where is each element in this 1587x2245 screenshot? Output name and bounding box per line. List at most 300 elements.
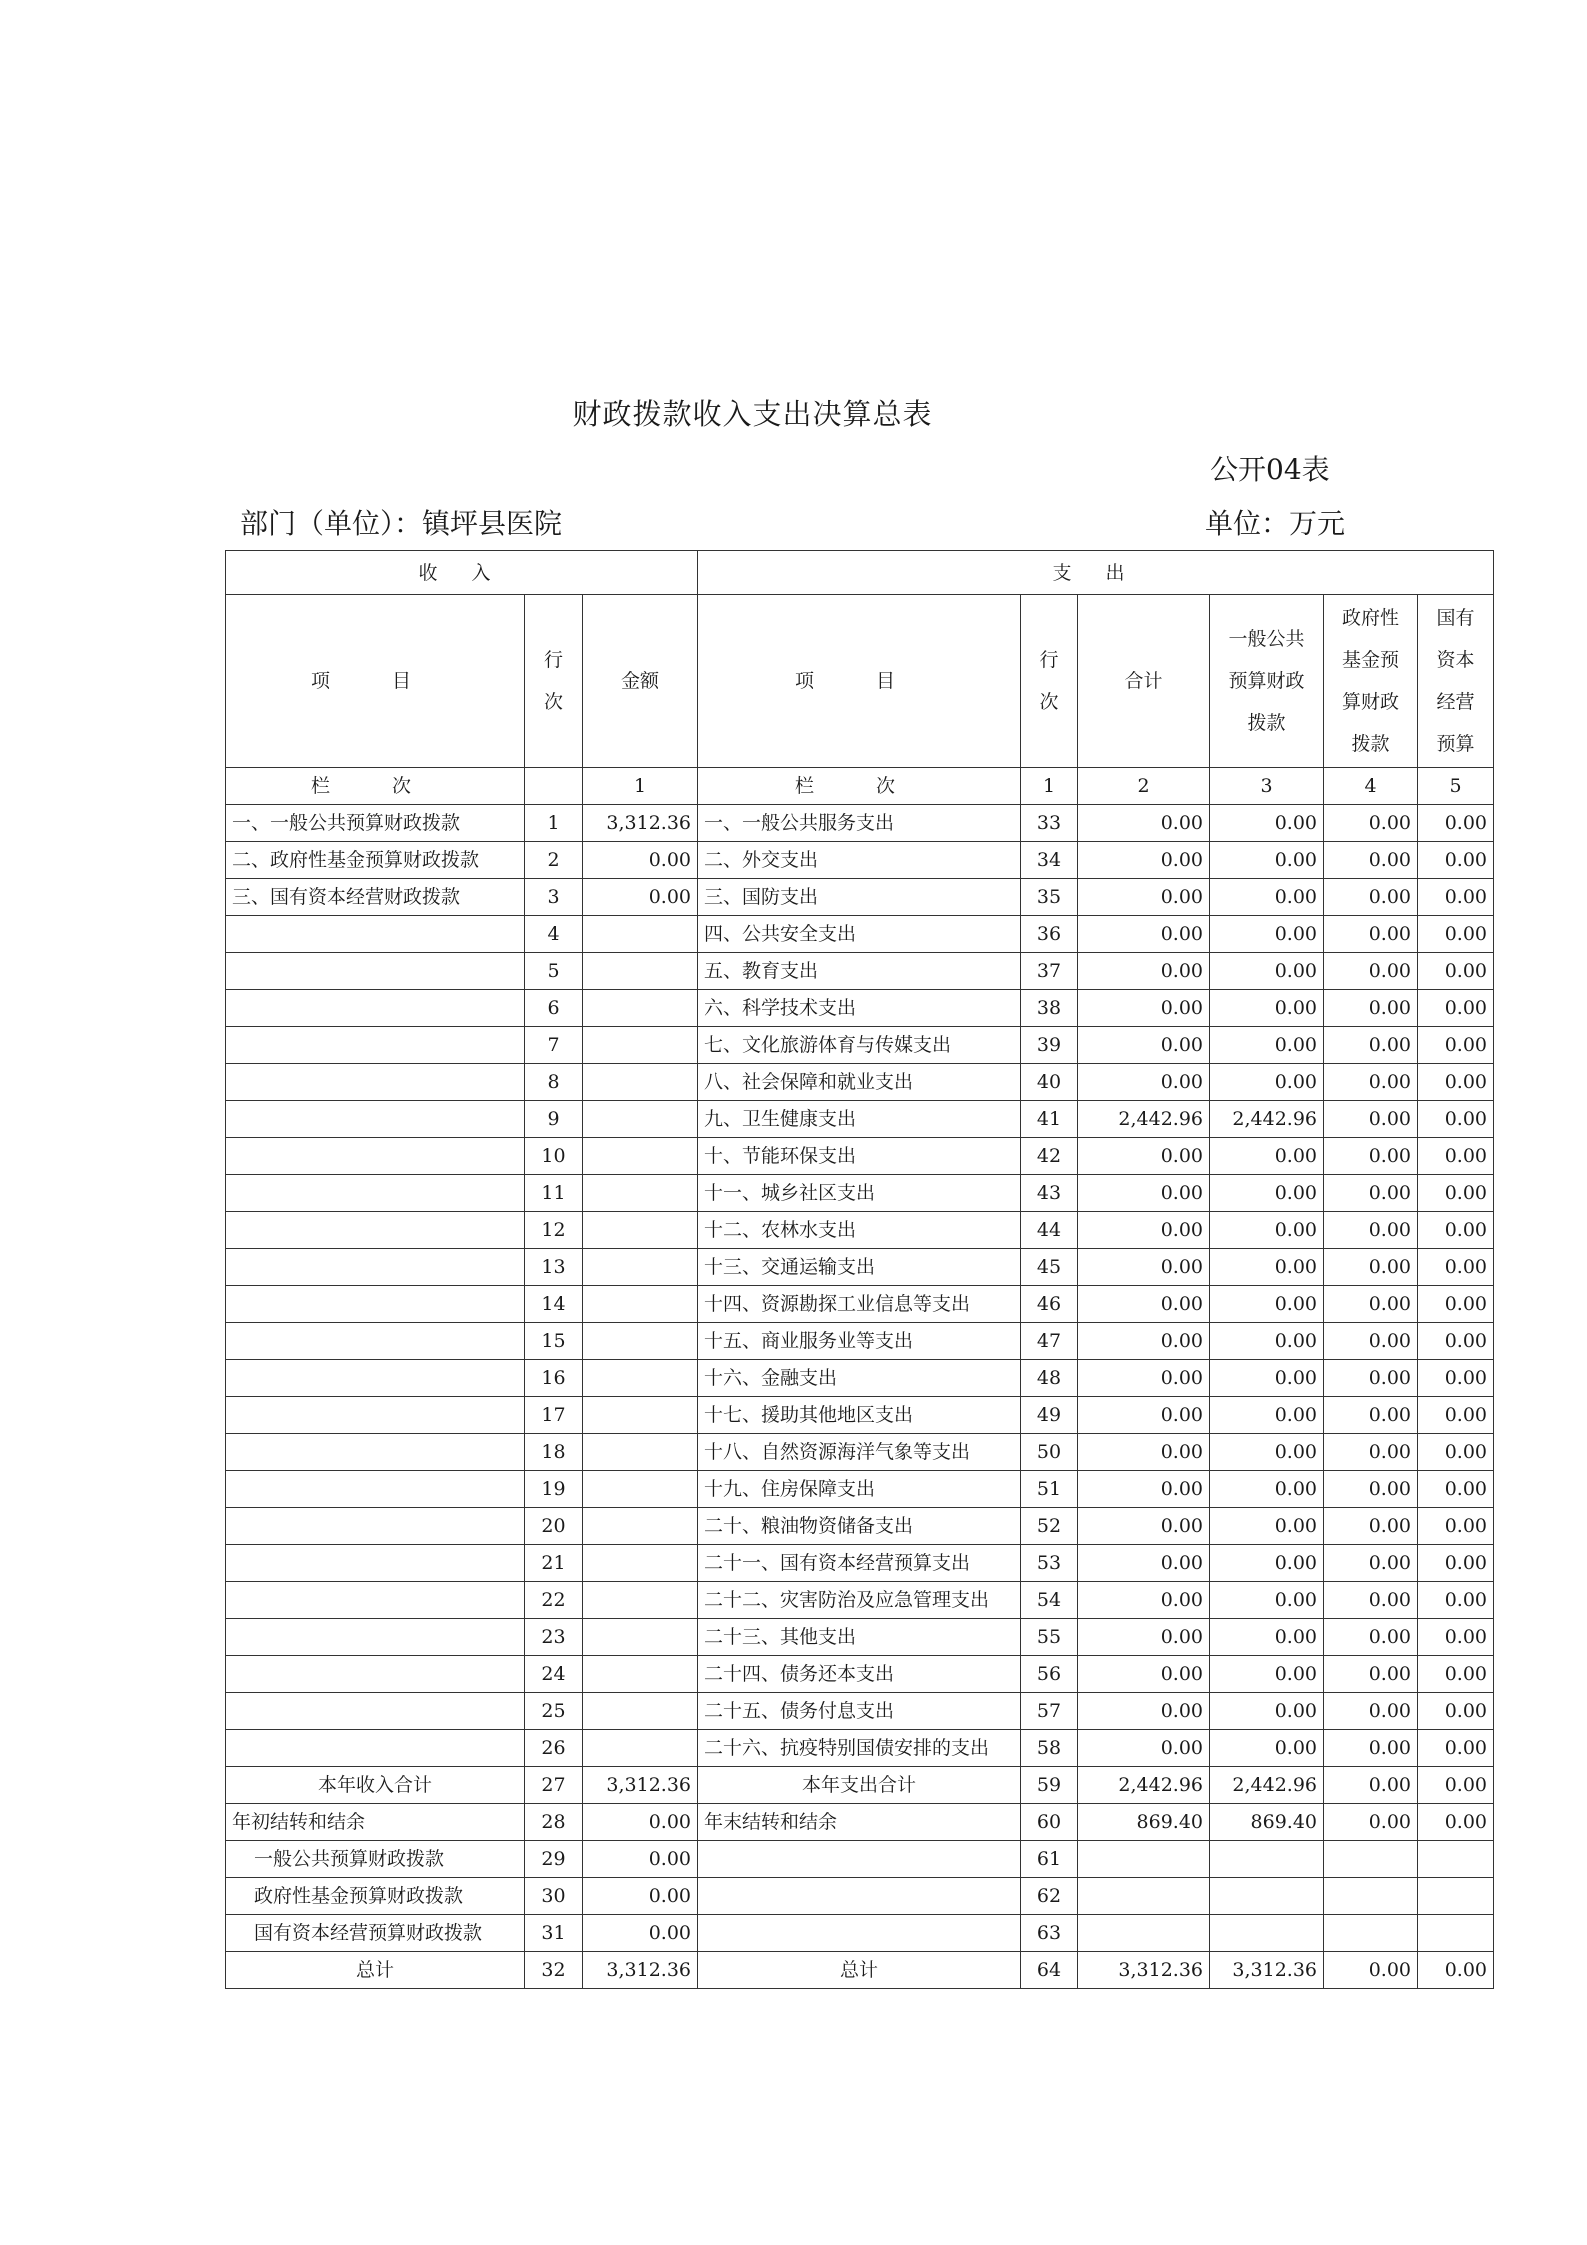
expense-gov-fund: 0.00 bbox=[1324, 1508, 1418, 1545]
income-row-no: 8 bbox=[525, 1064, 583, 1101]
income-amount bbox=[583, 1360, 698, 1397]
table-row bbox=[226, 1582, 1494, 1619]
income-item bbox=[226, 1508, 525, 1545]
expense-gov-fund: 0.00 bbox=[1324, 1952, 1418, 1989]
income-row-no: 20 bbox=[525, 1508, 583, 1545]
expense-general-budget: 0.00 bbox=[1210, 1286, 1324, 1323]
income-amount bbox=[583, 1323, 698, 1360]
expense-total bbox=[1078, 1841, 1210, 1878]
income-col-label: 栏 次 bbox=[226, 768, 525, 805]
expense-gov-fund: 0.00 bbox=[1324, 1434, 1418, 1471]
table-row bbox=[226, 879, 1494, 916]
income-row-no: 13 bbox=[525, 1249, 583, 1286]
expense-state-capital: 0.00 bbox=[1418, 1952, 1494, 1989]
summary-row bbox=[226, 1952, 1494, 1989]
column-header-row bbox=[226, 595, 1494, 768]
expense-state-capital: 0.00 bbox=[1418, 1397, 1494, 1434]
income-row-no: 26 bbox=[525, 1730, 583, 1767]
expense-total: 0.00 bbox=[1078, 805, 1210, 842]
expense-total: 0.00 bbox=[1078, 879, 1210, 916]
income-item bbox=[226, 1582, 525, 1619]
expense-general-budget: 0.00 bbox=[1210, 1138, 1324, 1175]
expense-state-capital: 0.00 bbox=[1418, 1545, 1494, 1582]
expense-general-budget: 0.00 bbox=[1210, 1434, 1324, 1471]
income-item bbox=[226, 1397, 525, 1434]
expense-row-no: 45 bbox=[1021, 1249, 1078, 1286]
income-item bbox=[226, 1138, 525, 1175]
expense-state-capital: 0.00 bbox=[1418, 953, 1494, 990]
expense-gov-fund: 0.00 bbox=[1324, 1138, 1418, 1175]
expense-state-capital: 0.00 bbox=[1418, 879, 1494, 916]
column-number-row bbox=[226, 768, 1494, 805]
income-item: 一、一般公共预算财政拨款 bbox=[226, 805, 525, 842]
income-item bbox=[226, 1360, 525, 1397]
expense-item: 十、节能环保支出 bbox=[698, 1138, 1021, 1175]
income-item: 三、国有资本经营财政拨款 bbox=[226, 879, 525, 916]
income-row-no: 23 bbox=[525, 1619, 583, 1656]
expense-general-budget: 0.00 bbox=[1210, 879, 1324, 916]
income-section-header: 收 入 bbox=[226, 551, 698, 595]
income-row-no: 2 bbox=[525, 842, 583, 879]
expense-general-budget: 0.00 bbox=[1210, 953, 1324, 990]
financial-table bbox=[225, 550, 1494, 1989]
income-amount bbox=[583, 1175, 698, 1212]
income-row-no: 3 bbox=[525, 879, 583, 916]
expense-row-no: 55 bbox=[1021, 1619, 1078, 1656]
income-amount bbox=[583, 953, 698, 990]
expense-general-budget: 3,312.36 bbox=[1210, 1952, 1324, 1989]
expense-row-no: 38 bbox=[1021, 990, 1078, 1027]
expense-row-no: 41 bbox=[1021, 1101, 1078, 1138]
expense-state-capital: 0.00 bbox=[1418, 1730, 1494, 1767]
expense-total: 0.00 bbox=[1078, 1434, 1210, 1471]
expense-item-header: 项 目 bbox=[698, 595, 1021, 768]
summary-row bbox=[226, 1878, 1494, 1915]
expense-state-capital: 0.00 bbox=[1418, 1508, 1494, 1545]
income-row-no: 10 bbox=[525, 1138, 583, 1175]
expense-item: 二十二、灾害防治及应急管理支出 bbox=[698, 1582, 1021, 1619]
expense-state-capital bbox=[1418, 1915, 1494, 1952]
expense-col-no-3: 3 bbox=[1210, 768, 1324, 805]
expense-row-no: 61 bbox=[1021, 1841, 1078, 1878]
income-amount bbox=[583, 1434, 698, 1471]
expense-row-no: 34 bbox=[1021, 842, 1078, 879]
income-row-no: 32 bbox=[525, 1952, 583, 1989]
expense-total: 0.00 bbox=[1078, 1175, 1210, 1212]
expense-col-no-4: 4 bbox=[1324, 768, 1418, 805]
expense-row-no: 47 bbox=[1021, 1323, 1078, 1360]
income-item bbox=[226, 916, 525, 953]
expense-row-no: 62 bbox=[1021, 1878, 1078, 1915]
expense-general-budget: 0.00 bbox=[1210, 1619, 1324, 1656]
income-row-no: 27 bbox=[525, 1767, 583, 1804]
income-row-no: 7 bbox=[525, 1027, 583, 1064]
table-row bbox=[226, 1619, 1494, 1656]
expense-item: 总计 bbox=[698, 1952, 1021, 1989]
income-item bbox=[226, 990, 525, 1027]
table-row bbox=[226, 1286, 1494, 1323]
expense-state-capital: 0.00 bbox=[1418, 1360, 1494, 1397]
table-row bbox=[226, 1693, 1494, 1730]
income-row-no: 15 bbox=[525, 1323, 583, 1360]
expense-item: 二十六、抗疫特别国债安排的支出 bbox=[698, 1730, 1021, 1767]
expense-general-budget: 0.00 bbox=[1210, 842, 1324, 879]
income-row-no: 12 bbox=[525, 1212, 583, 1249]
expense-total: 0.00 bbox=[1078, 916, 1210, 953]
income-row-no: 1 bbox=[525, 805, 583, 842]
income-item: 年初结转和结余 bbox=[226, 1804, 525, 1841]
table-row bbox=[226, 1508, 1494, 1545]
table-row bbox=[226, 990, 1494, 1027]
expense-gov-fund: 0.00 bbox=[1324, 990, 1418, 1027]
income-amount: 0.00 bbox=[583, 842, 698, 879]
expense-row-no: 51 bbox=[1021, 1471, 1078, 1508]
expense-state-capital: 0.00 bbox=[1418, 1582, 1494, 1619]
income-item: 国有资本经营预算财政拨款 bbox=[226, 1915, 525, 1952]
expense-total: 0.00 bbox=[1078, 1582, 1210, 1619]
expense-col-no-2: 2 bbox=[1078, 768, 1210, 805]
income-amount bbox=[583, 1619, 698, 1656]
expense-gov-fund: 0.00 bbox=[1324, 1545, 1418, 1582]
table-row bbox=[226, 842, 1494, 879]
income-row-no: 21 bbox=[525, 1545, 583, 1582]
income-amount bbox=[583, 1064, 698, 1101]
expense-item: 十二、农林水支出 bbox=[698, 1212, 1021, 1249]
report-title: 财政拨款收入支出决算总表 bbox=[572, 397, 933, 431]
income-item: 政府性基金预算财政拨款 bbox=[226, 1878, 525, 1915]
expense-row-no-header: 行次 bbox=[1021, 595, 1078, 768]
table-row bbox=[226, 1397, 1494, 1434]
expense-total: 0.00 bbox=[1078, 1693, 1210, 1730]
table-row bbox=[226, 1175, 1494, 1212]
expense-total: 0.00 bbox=[1078, 1545, 1210, 1582]
income-row-no: 14 bbox=[525, 1286, 583, 1323]
expense-gov-fund: 0.00 bbox=[1324, 1656, 1418, 1693]
expense-state-capital: 0.00 bbox=[1418, 1175, 1494, 1212]
income-amount bbox=[583, 1286, 698, 1323]
income-item: 本年收入合计 bbox=[226, 1767, 525, 1804]
income-amount bbox=[583, 1212, 698, 1249]
income-amount bbox=[583, 1656, 698, 1693]
expense-row-no: 56 bbox=[1021, 1656, 1078, 1693]
income-row-no: 28 bbox=[525, 1804, 583, 1841]
expense-general-budget: 0.00 bbox=[1210, 1212, 1324, 1249]
state-capital-header: 国有资本经营预算 bbox=[1418, 595, 1494, 768]
expense-gov-fund: 0.00 bbox=[1324, 1027, 1418, 1064]
expense-total: 0.00 bbox=[1078, 1286, 1210, 1323]
expense-row-no: 40 bbox=[1021, 1064, 1078, 1101]
expense-total: 0.00 bbox=[1078, 1360, 1210, 1397]
expense-general-budget bbox=[1210, 1915, 1324, 1952]
expense-item: 本年支出合计 bbox=[698, 1767, 1021, 1804]
income-amount bbox=[583, 1138, 698, 1175]
expense-state-capital bbox=[1418, 1841, 1494, 1878]
expense-item bbox=[698, 1915, 1021, 1952]
table-row bbox=[226, 916, 1494, 953]
expense-gov-fund: 0.00 bbox=[1324, 1397, 1418, 1434]
income-row-no: 16 bbox=[525, 1360, 583, 1397]
expense-row-no: 57 bbox=[1021, 1693, 1078, 1730]
expense-general-budget: 0.00 bbox=[1210, 1545, 1324, 1582]
income-amount: 3,312.36 bbox=[583, 1952, 698, 1989]
expense-item: 年末结转和结余 bbox=[698, 1804, 1021, 1841]
expense-state-capital: 0.00 bbox=[1418, 1656, 1494, 1693]
expense-row-no: 50 bbox=[1021, 1434, 1078, 1471]
income-item bbox=[226, 1249, 525, 1286]
income-row-no: 18 bbox=[525, 1434, 583, 1471]
expense-item: 三、国防支出 bbox=[698, 879, 1021, 916]
department-label: 部门（单位）：镇坪县医院 bbox=[240, 507, 563, 540]
income-row-no: 5 bbox=[525, 953, 583, 990]
expense-row-no: 36 bbox=[1021, 916, 1078, 953]
income-row-no: 9 bbox=[525, 1101, 583, 1138]
table-row bbox=[226, 1101, 1494, 1138]
expense-general-budget: 0.00 bbox=[1210, 1508, 1324, 1545]
expense-state-capital: 0.00 bbox=[1418, 1138, 1494, 1175]
expense-general-budget: 0.00 bbox=[1210, 1730, 1324, 1767]
expense-total: 0.00 bbox=[1078, 1064, 1210, 1101]
expense-general-budget: 0.00 bbox=[1210, 1471, 1324, 1508]
income-item bbox=[226, 1027, 525, 1064]
expense-general-budget: 0.00 bbox=[1210, 1693, 1324, 1730]
expense-item: 九、卫生健康支出 bbox=[698, 1101, 1021, 1138]
expense-total: 0.00 bbox=[1078, 1027, 1210, 1064]
income-item bbox=[226, 953, 525, 990]
income-amount bbox=[583, 1249, 698, 1286]
expense-gov-fund: 0.00 bbox=[1324, 1471, 1418, 1508]
income-col-blank bbox=[525, 768, 583, 805]
expense-total: 3,312.36 bbox=[1078, 1952, 1210, 1989]
expense-item bbox=[698, 1841, 1021, 1878]
expense-state-capital: 0.00 bbox=[1418, 990, 1494, 1027]
expense-gov-fund: 0.00 bbox=[1324, 1101, 1418, 1138]
income-row-no: 25 bbox=[525, 1693, 583, 1730]
expense-row-no: 35 bbox=[1021, 879, 1078, 916]
expense-total: 2,442.96 bbox=[1078, 1767, 1210, 1804]
expense-item: 八、社会保障和就业支出 bbox=[698, 1064, 1021, 1101]
expense-general-budget: 0.00 bbox=[1210, 1397, 1324, 1434]
income-item: 一般公共预算财政拨款 bbox=[226, 1841, 525, 1878]
expense-total bbox=[1078, 1878, 1210, 1915]
expense-general-budget: 0.00 bbox=[1210, 990, 1324, 1027]
expense-state-capital: 0.00 bbox=[1418, 1434, 1494, 1471]
income-amount bbox=[583, 1582, 698, 1619]
income-item bbox=[226, 1323, 525, 1360]
table-row bbox=[226, 1027, 1494, 1064]
expense-state-capital: 0.00 bbox=[1418, 1767, 1494, 1804]
expense-state-capital: 0.00 bbox=[1418, 842, 1494, 879]
income-row-no: 6 bbox=[525, 990, 583, 1027]
expense-gov-fund: 0.00 bbox=[1324, 1693, 1418, 1730]
expense-total: 0.00 bbox=[1078, 1397, 1210, 1434]
gov-fund-header: 政府性基金预算财政拨款 bbox=[1324, 595, 1418, 768]
income-row-no: 11 bbox=[525, 1175, 583, 1212]
expense-row-no: 63 bbox=[1021, 1915, 1078, 1952]
table-row bbox=[226, 1249, 1494, 1286]
expense-state-capital: 0.00 bbox=[1418, 805, 1494, 842]
expense-gov-fund: 0.00 bbox=[1324, 879, 1418, 916]
expense-row-no: 44 bbox=[1021, 1212, 1078, 1249]
expense-general-budget: 869.40 bbox=[1210, 1804, 1324, 1841]
income-row-no: 29 bbox=[525, 1841, 583, 1878]
income-amount: 3,312.36 bbox=[583, 805, 698, 842]
expense-gov-fund: 0.00 bbox=[1324, 842, 1418, 879]
expense-row-no: 49 bbox=[1021, 1397, 1078, 1434]
income-amount: 0.00 bbox=[583, 879, 698, 916]
income-amount bbox=[583, 1027, 698, 1064]
income-item bbox=[226, 1471, 525, 1508]
expense-total: 0.00 bbox=[1078, 1508, 1210, 1545]
table-row bbox=[226, 1545, 1494, 1582]
table-row bbox=[226, 1064, 1494, 1101]
expense-item: 二、外交支出 bbox=[698, 842, 1021, 879]
expense-gov-fund bbox=[1324, 1878, 1418, 1915]
expense-row-no: 48 bbox=[1021, 1360, 1078, 1397]
expense-section-header: 支 出 bbox=[698, 551, 1494, 595]
expense-state-capital: 0.00 bbox=[1418, 1212, 1494, 1249]
expense-gov-fund: 0.00 bbox=[1324, 1767, 1418, 1804]
income-amount bbox=[583, 1730, 698, 1767]
income-item bbox=[226, 1212, 525, 1249]
expense-total: 869.40 bbox=[1078, 1804, 1210, 1841]
expense-row-no: 58 bbox=[1021, 1730, 1078, 1767]
income-item bbox=[226, 1286, 525, 1323]
expense-item: 二十四、债务还本支出 bbox=[698, 1656, 1021, 1693]
expense-gov-fund: 0.00 bbox=[1324, 1582, 1418, 1619]
income-amount bbox=[583, 1545, 698, 1582]
expense-gov-fund: 0.00 bbox=[1324, 1360, 1418, 1397]
expense-row-no: 53 bbox=[1021, 1545, 1078, 1582]
income-row-no: 19 bbox=[525, 1471, 583, 1508]
expense-gov-fund bbox=[1324, 1841, 1418, 1878]
expense-item: 十一、城乡社区支出 bbox=[698, 1175, 1021, 1212]
expense-gov-fund: 0.00 bbox=[1324, 1064, 1418, 1101]
income-item bbox=[226, 1656, 525, 1693]
expense-item bbox=[698, 1878, 1021, 1915]
expense-gov-fund: 0.00 bbox=[1324, 1804, 1418, 1841]
income-item bbox=[226, 1101, 525, 1138]
expense-total: 0.00 bbox=[1078, 1619, 1210, 1656]
table-row bbox=[226, 1471, 1494, 1508]
table-row bbox=[226, 1212, 1494, 1249]
expense-total: 2,442.96 bbox=[1078, 1101, 1210, 1138]
expense-general-budget: 0.00 bbox=[1210, 1175, 1324, 1212]
income-amount bbox=[583, 1693, 698, 1730]
expense-col-no-1: 1 bbox=[1021, 768, 1078, 805]
summary-row bbox=[226, 1841, 1494, 1878]
income-amount-header: 金额 bbox=[583, 595, 698, 768]
expense-total: 0.00 bbox=[1078, 842, 1210, 879]
expense-row-no: 46 bbox=[1021, 1286, 1078, 1323]
expense-state-capital: 0.00 bbox=[1418, 1619, 1494, 1656]
expense-row-no: 60 bbox=[1021, 1804, 1078, 1841]
unit-label: 单位：万元 bbox=[1205, 507, 1346, 540]
expense-total: 0.00 bbox=[1078, 953, 1210, 990]
expense-gov-fund: 0.00 bbox=[1324, 1286, 1418, 1323]
income-amount: 0.00 bbox=[583, 1915, 698, 1952]
expense-total: 0.00 bbox=[1078, 1471, 1210, 1508]
income-amount bbox=[583, 916, 698, 953]
income-item-header: 项 目 bbox=[226, 595, 525, 768]
expense-item: 十三、交通运输支出 bbox=[698, 1249, 1021, 1286]
expense-state-capital: 0.00 bbox=[1418, 1249, 1494, 1286]
income-amount bbox=[583, 1471, 698, 1508]
expense-row-no: 59 bbox=[1021, 1767, 1078, 1804]
table-row bbox=[226, 1360, 1494, 1397]
income-amount bbox=[583, 990, 698, 1027]
income-amount: 0.00 bbox=[583, 1841, 698, 1878]
income-item bbox=[226, 1064, 525, 1101]
expense-item: 七、文化旅游体育与传媒支出 bbox=[698, 1027, 1021, 1064]
income-item bbox=[226, 1175, 525, 1212]
income-item bbox=[226, 1434, 525, 1471]
table-row bbox=[226, 1656, 1494, 1693]
expense-gov-fund bbox=[1324, 1915, 1418, 1952]
expense-general-budget: 0.00 bbox=[1210, 805, 1324, 842]
expense-item: 一、一般公共服务支出 bbox=[698, 805, 1021, 842]
expense-row-no: 64 bbox=[1021, 1952, 1078, 1989]
income-item bbox=[226, 1545, 525, 1582]
table-row bbox=[226, 953, 1494, 990]
income-amount bbox=[583, 1101, 698, 1138]
expense-general-budget: 0.00 bbox=[1210, 916, 1324, 953]
expense-general-budget: 2,442.96 bbox=[1210, 1767, 1324, 1804]
expense-general-budget: 2,442.96 bbox=[1210, 1101, 1324, 1138]
expense-state-capital: 0.00 bbox=[1418, 1804, 1494, 1841]
table-row bbox=[226, 1323, 1494, 1360]
expense-gov-fund: 0.00 bbox=[1324, 916, 1418, 953]
income-row-no: 24 bbox=[525, 1656, 583, 1693]
expense-gov-fund: 0.00 bbox=[1324, 1730, 1418, 1767]
expense-item: 二十、粮油物资储备支出 bbox=[698, 1508, 1021, 1545]
summary-row bbox=[226, 1767, 1494, 1804]
expense-general-budget: 0.00 bbox=[1210, 1656, 1324, 1693]
income-amount: 0.00 bbox=[583, 1878, 698, 1915]
expense-state-capital: 0.00 bbox=[1418, 1286, 1494, 1323]
expense-row-no: 42 bbox=[1021, 1138, 1078, 1175]
income-row-no-header: 行次 bbox=[525, 595, 583, 768]
income-amount: 3,312.36 bbox=[583, 1767, 698, 1804]
income-amount bbox=[583, 1397, 698, 1434]
income-row-no: 17 bbox=[525, 1397, 583, 1434]
expense-total bbox=[1078, 1915, 1210, 1952]
expense-item: 五、教育支出 bbox=[698, 953, 1021, 990]
expense-gov-fund: 0.00 bbox=[1324, 1249, 1418, 1286]
expense-item: 四、公共安全支出 bbox=[698, 916, 1021, 953]
expense-state-capital: 0.00 bbox=[1418, 1693, 1494, 1730]
expense-total: 0.00 bbox=[1078, 990, 1210, 1027]
expense-general-budget: 0.00 bbox=[1210, 1249, 1324, 1286]
expense-state-capital bbox=[1418, 1878, 1494, 1915]
expense-state-capital: 0.00 bbox=[1418, 1323, 1494, 1360]
expense-item: 十八、自然资源海洋气象等支出 bbox=[698, 1434, 1021, 1471]
expense-total: 0.00 bbox=[1078, 1323, 1210, 1360]
expense-item: 十六、金融支出 bbox=[698, 1360, 1021, 1397]
expense-row-no: 43 bbox=[1021, 1175, 1078, 1212]
table-row bbox=[226, 1434, 1494, 1471]
section-header-row bbox=[226, 551, 1494, 595]
income-item bbox=[226, 1619, 525, 1656]
expense-item: 六、科学技术支出 bbox=[698, 990, 1021, 1027]
expense-general-budget: 0.00 bbox=[1210, 1064, 1324, 1101]
expense-general-budget: 0.00 bbox=[1210, 1027, 1324, 1064]
expense-item: 十五、商业服务业等支出 bbox=[698, 1323, 1021, 1360]
income-row-no: 30 bbox=[525, 1878, 583, 1915]
expense-general-budget bbox=[1210, 1878, 1324, 1915]
expense-gov-fund: 0.00 bbox=[1324, 953, 1418, 990]
expense-item: 二十五、债务付息支出 bbox=[698, 1693, 1021, 1730]
expense-gov-fund: 0.00 bbox=[1324, 1175, 1418, 1212]
